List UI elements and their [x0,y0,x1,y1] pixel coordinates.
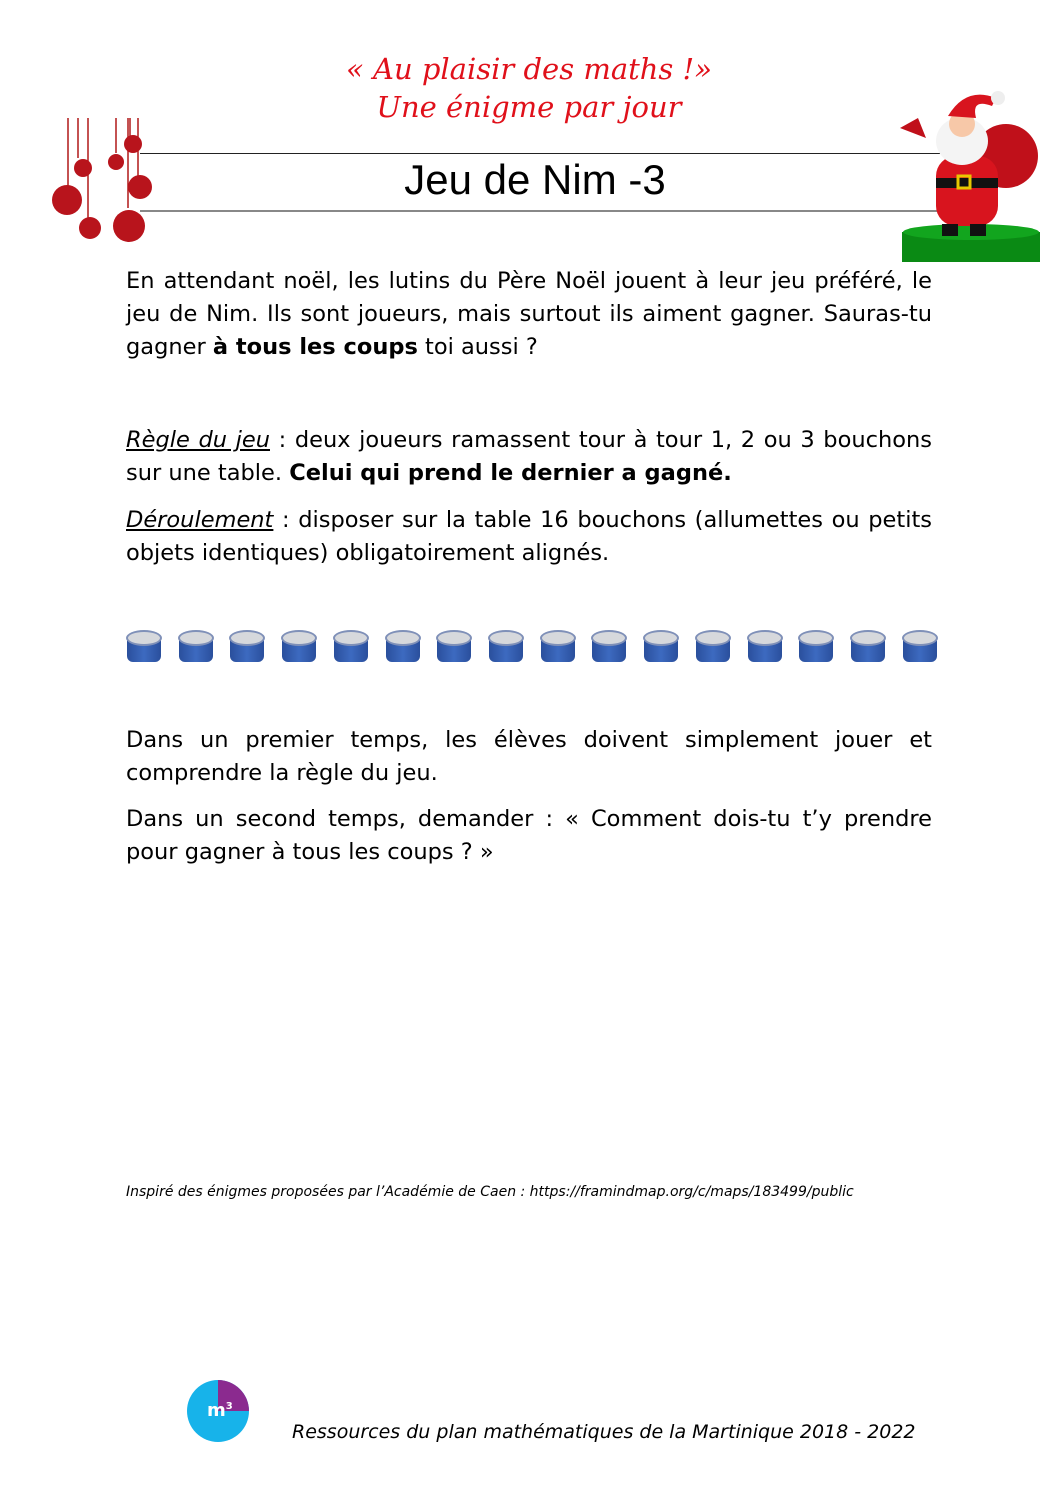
footer-text: Ressources du plan mathématiques de la Martinique 2018 - 2022 [292,1421,916,1443]
bouchon-cap-icon [126,630,162,664]
bouchon-cap-icon [385,630,421,664]
intro-bold: à tous les coups [212,334,418,360]
bouchon-cap-icon [747,630,783,664]
deroulement-text: : disposer sur la table 16 bouchons (allumettes ou petits objets identiques) obligatoirement alignés. [126,507,932,566]
bouchon-cap-icon [178,630,214,664]
deroulement-label: Déroulement [126,507,274,533]
deroulement-paragraph [126,504,932,570]
bouchons-row [126,630,938,664]
credit-note: Inspiré des énigmes proposées par l’Académie de Caen : https://framindmap.org/c/maps/183499/public [126,1184,854,1200]
page-title: Jeu de Nim -3 [404,156,666,203]
rule-label: Règle du jeu [126,427,270,453]
intro-text-end: toi aussi ? [417,334,538,360]
bouchon-cap-icon [540,630,576,664]
instruction-2: Dans un second temps, demander : « Comment dois-tu t’y prendre pour gagner à tous les coups ? » [126,806,932,865]
m3-logo: $m^3$ [187,1380,249,1442]
bouchon-cap-icon [902,630,938,664]
bouchon-cap-icon [229,630,265,664]
title-bottom-rule [140,210,940,212]
bouchon-cap-icon [850,630,886,664]
intro-text: En attendant noël, les lutins du Père Noël jouent à leur jeu préféré, le jeu de Nim. Ils sont joueurs, mais surtout ils aiment gagner. Sauras-tu gagner [126,268,932,360]
header-line-2: Une énigme par jour [376,90,682,124]
rule-text: : deux joueurs ramassent tour à tour 1, 2 ou 3 bouchons sur une table. [126,427,932,486]
title-top-rule [140,153,940,154]
rule-paragraph [126,424,932,490]
bouchon-cap-icon [643,630,679,664]
bouchon-cap-icon [281,630,317,664]
bouchon-cap-icon [436,630,472,664]
bouchon-cap-icon [798,630,834,664]
instruction-1: Dans un premier temps, les élèves doivent simplement jouer et comprendre la règle du jeu. [126,727,932,786]
rule-bold: Celui qui prend le dernier a gagné. [289,460,732,486]
bouchon-cap-icon [488,630,524,664]
bouchon-cap-icon [333,630,369,664]
santa-claus-icon [896,86,1044,264]
header-line-1: « Au plaisir des maths !» [346,52,712,86]
intro-paragraph [126,265,932,364]
bouchon-cap-icon [695,630,731,664]
bouchon-cap-icon [591,630,627,664]
